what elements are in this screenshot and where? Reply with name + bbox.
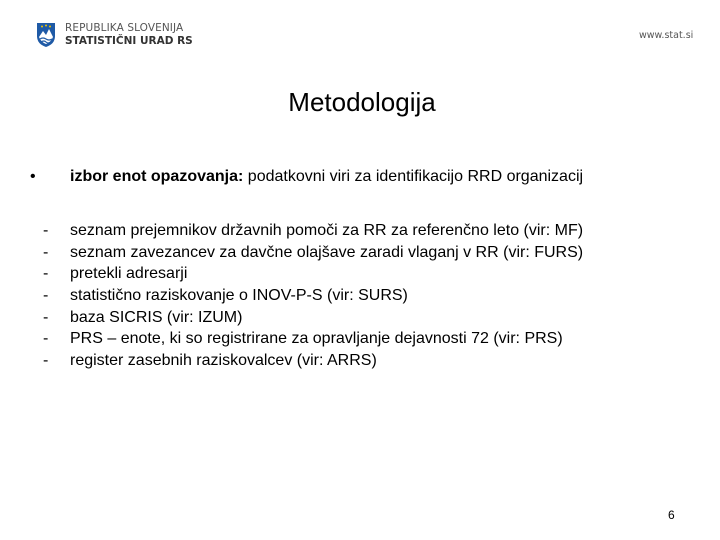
- list-item-text: seznam prejemnikov državnih pomoči za RR za referenčno leto (vir: MF): [70, 222, 584, 239]
- list-item-text: register zasebnih raziskovalcev (vir: ARRS): [70, 352, 377, 370]
- org-name-line2: STATISTIČNI URAD RS: [65, 35, 193, 47]
- org-logo: [35, 22, 193, 48]
- intro-text: podatkovni viri za identifikacijo RRD organizacij: [243, 168, 584, 185]
- dash-marker: -: [43, 308, 49, 326]
- intro-bullet: [30, 168, 583, 186]
- list-item-text: baza SICRIS (vir: IZUM): [70, 308, 243, 326]
- list-item: [30, 220, 583, 242]
- dash-marker: -: [43, 243, 49, 261]
- org-name-line1: REPUBLIKA SLOVENIJA: [65, 22, 184, 34]
- list-item: [30, 263, 583, 285]
- source-list: [30, 220, 583, 372]
- list-item-text: pretekli adresarji: [70, 265, 188, 283]
- list-item: [30, 285, 583, 307]
- dash-marker: -: [43, 287, 49, 305]
- list-item-text: seznam zavezancev za davčne olajšave zaradi vlaganj v RR (vir: FURS): [70, 243, 584, 261]
- dash-marker: -: [43, 265, 49, 283]
- slide-title: Metodologija: [288, 87, 436, 117]
- list-item: [30, 328, 583, 350]
- list-item-text: PRS – enote, ki so registrirane za opravljanje dejavnosti 72 (vir: PRS): [70, 330, 563, 348]
- dash-marker: -: [43, 352, 49, 370]
- intro-label: izbor enot opazovanja:: [70, 168, 244, 185]
- page-number: 6: [668, 508, 675, 522]
- list-item: [30, 350, 583, 372]
- list-item: [30, 307, 583, 329]
- bullet-marker: •: [30, 168, 36, 185]
- website-link[interactable]: www.stat.si: [639, 30, 694, 41]
- dash-marker: -: [43, 330, 49, 348]
- coat-of-arms-icon: [35, 22, 57, 48]
- dash-marker: -: [43, 222, 49, 239]
- list-item-text: statistično raziskovanje o INOV-P-S (vir: SURS): [70, 287, 408, 305]
- list-item: [30, 242, 583, 264]
